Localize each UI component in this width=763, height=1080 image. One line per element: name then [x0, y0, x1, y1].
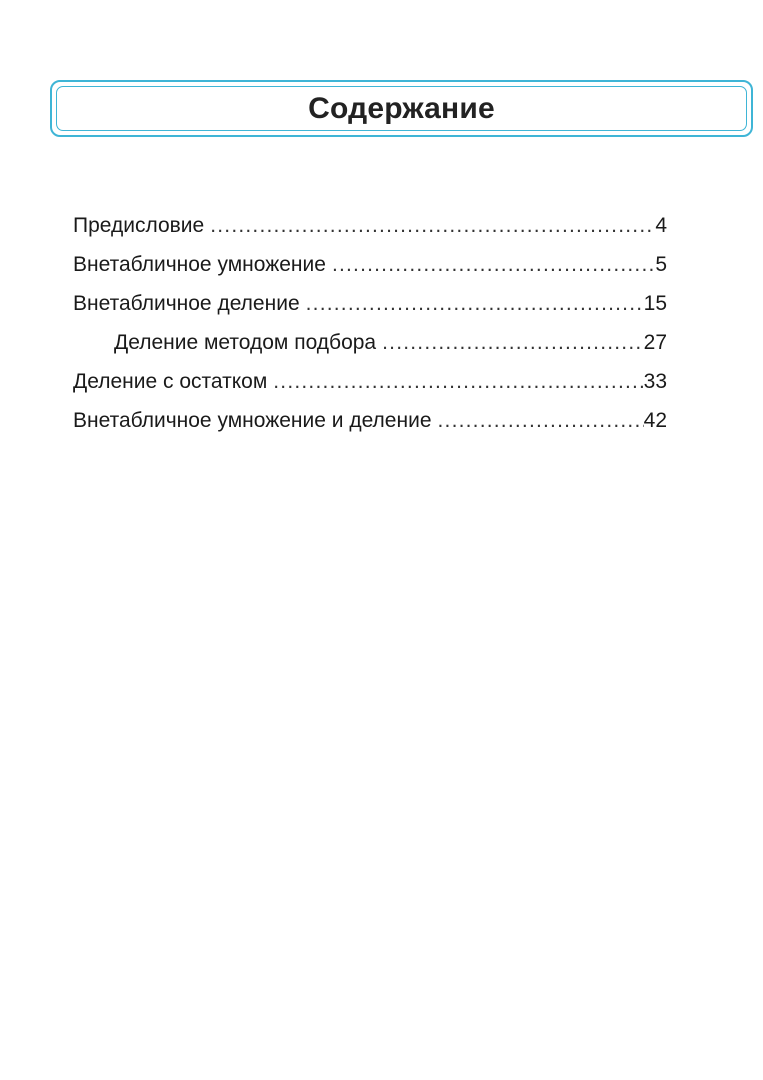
page-title: Содержание: [308, 91, 495, 125]
table-of-contents: [73, 206, 667, 440]
toc-item-page: 4: [655, 214, 667, 237]
toc-item[interactable]: [73, 401, 667, 440]
toc-dot-leader: [438, 401, 644, 440]
toc-dot-leader: [332, 245, 655, 284]
toc-item-label: Внетабличное умножение и деление: [73, 409, 432, 432]
toc-item-page: 5: [655, 253, 667, 276]
toc-item-page: 33: [643, 370, 667, 393]
title-box: [50, 80, 753, 137]
toc-item-label: Внетабличное умножение: [73, 253, 326, 276]
toc-dot-leader: [382, 323, 644, 362]
toc-item-label: Внетабличное деление: [73, 292, 300, 315]
toc-item-page: 42: [643, 409, 667, 432]
toc-item[interactable]: [73, 206, 667, 245]
toc-item-page: 27: [643, 331, 667, 354]
toc-subitem[interactable]: [73, 323, 667, 362]
toc-item-label: Предисловие: [73, 214, 205, 237]
toc-item-label: Деление методом подбора: [114, 331, 377, 354]
toc-item[interactable]: [73, 284, 667, 323]
toc-item-label: Деление с остатком: [73, 370, 268, 393]
toc-dot-leader: [210, 206, 655, 245]
toc-item[interactable]: [73, 362, 667, 401]
toc-dot-leader: [273, 362, 643, 401]
toc-dot-leader: [306, 284, 644, 323]
toc-item[interactable]: [73, 245, 667, 284]
toc-item-page: 15: [643, 292, 667, 315]
